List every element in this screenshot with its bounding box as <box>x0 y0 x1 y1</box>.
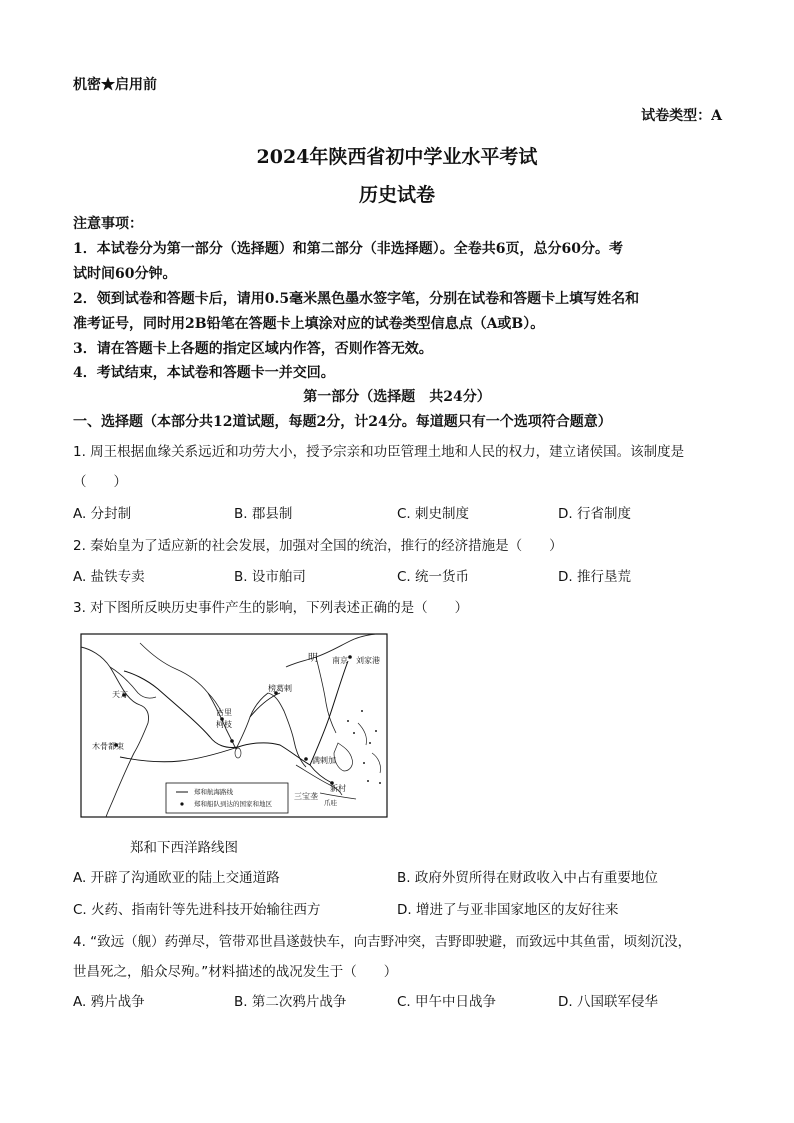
option: A. 开辟了沟通欧亚的陆上交通道路 <box>73 870 280 886</box>
note-line: 2．领到试卷和答题卡后，请用0.5毫米黑色墨水签字笔，分别在试卷和答题卡上填写姓名和 <box>73 291 640 307</box>
map-label-tianfang: 天方 <box>112 690 128 699</box>
confidential-mark: 机密★启用前 <box>73 77 157 93</box>
option: C. 火药、指南针等先进科技开始输往西方 <box>73 902 321 918</box>
legend-stop-label: 郑和船队到达的国家和地区 <box>194 800 272 808</box>
note-line: 试时间60分钟。 <box>73 266 177 282</box>
option: D. 行省制度 <box>558 506 631 522</box>
option: C. 统一货币 <box>397 569 470 585</box>
question-stem: 3. 对下图所反映历史事件产生的影响，下列表述正确的是（ ） <box>73 600 469 616</box>
option: B. 设市舶司 <box>234 569 306 585</box>
map-label-guli: 古里 <box>216 708 232 717</box>
part-title: 第一部分（选择题 共24分） <box>303 389 491 405</box>
map-label-nanjing: 南京 <box>332 656 348 665</box>
exam-subtitle: 历史试卷 <box>358 184 435 206</box>
map-label-liujiagang: 刘家港 <box>356 656 380 665</box>
legend-route-label: 郑和航海路线 <box>194 788 233 796</box>
map-label-ming: 明 <box>308 653 318 664</box>
question-stem: （ ） <box>73 474 127 490</box>
option: D. 八国联军侵华 <box>558 994 658 1010</box>
section-heading: 一、选择题（本部分共12道试题，每题2分，计24分。每道题只有一个选项符合题意） <box>73 414 612 430</box>
map-label-malacca: 满剌加 <box>312 756 336 765</box>
map-label-sanbaolong: 三宝垄 <box>294 792 318 801</box>
option: C. 刺史制度 <box>397 506 470 522</box>
zheng-he-voyage-map <box>80 633 388 818</box>
notes-heading: 注意事项： <box>73 216 143 232</box>
option: B. 郡县制 <box>234 506 293 522</box>
option: A. 盐铁专卖 <box>73 569 145 585</box>
option: C. 甲午中日战争 <box>397 994 497 1010</box>
map-label-shangu: 爪哇 <box>324 799 337 807</box>
option: B. 政府外贸所得在财政收入中占有重要地位 <box>397 870 658 886</box>
question-stem: 1. 周王根据血缘关系远近和功劳大小，授予宗亲和功臣管理土地和人民的权力，建立诸侯国。该制度是 <box>73 444 685 460</box>
question-stem: 世昌死之，船众尽殉。”材料描述的战况发生于（ ） <box>73 964 398 980</box>
option: A. 鸦片战争 <box>73 994 145 1010</box>
option: D. 增进了与亚非国家地区的友好往来 <box>397 902 619 918</box>
option: D. 推行垦荒 <box>558 569 631 585</box>
option: A. 分封制 <box>73 506 132 522</box>
exam-title: 2024年陕西省初中学业水平考试 <box>256 146 538 168</box>
note-line: 3．请在答题卡上各题的指定区域内作答，否则作答无效。 <box>73 341 433 357</box>
note-line: 准考证号，同时用2B铅笔在答题卡上填涂对应的试卷类型信息点（A或B）。 <box>73 316 545 332</box>
option: B. 第二次鸦片战争 <box>234 994 347 1010</box>
map-label-mugudushu: 木骨都束 <box>92 742 124 751</box>
map-caption: 郑和下西洋路线图 <box>130 840 238 856</box>
question-stem: 4. “致远（舰）药弹尽，管带邓世昌遂鼓快车，向吉野冲突，吉野即驶避，而致远中其鱼雷，顷刻沉没， <box>73 934 692 950</box>
note-line: 1．本试卷分为第一部分（选择题）和第二部分（非选择题）。全卷共6页，总分60分。考 <box>73 241 623 257</box>
question-stem: 2. 秦始皇为了适应新的社会发展，加强对全国的统治，推行的经济措施是（ ） <box>73 538 563 554</box>
map-label-xincun: 新村 <box>330 784 346 793</box>
paper-type: 试卷类型：A <box>641 108 722 124</box>
map-label-bangala: 榜葛剌 <box>268 684 292 693</box>
map-label-gezhi: 柯枝 <box>216 720 232 729</box>
note-line: 4．考试结束，本试卷和答题卡一并交回。 <box>73 365 335 381</box>
map-legend <box>166 783 288 813</box>
